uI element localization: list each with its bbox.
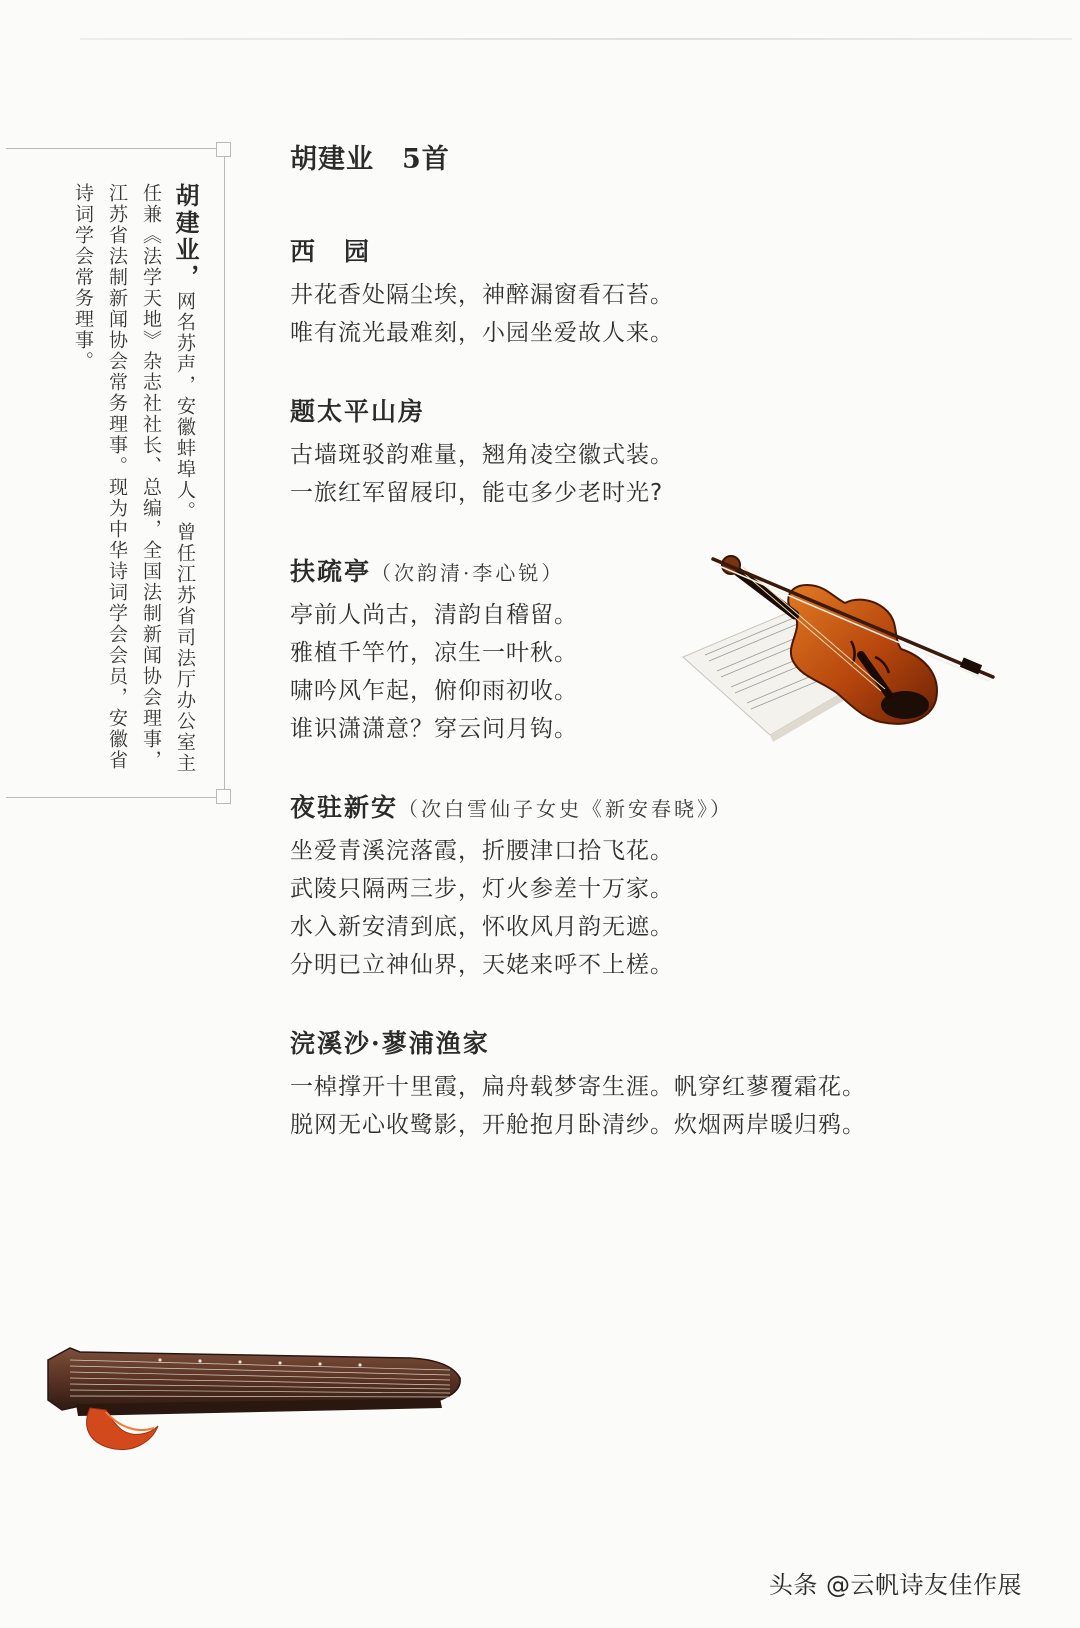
poem-title: [290, 392, 930, 432]
poem-title-text: 夜驻新安: [290, 793, 399, 822]
poem-line: 古墙斑驳韵难量，翘角凌空徽式装。: [290, 442, 674, 468]
guqin-zither-illustration: [40, 1330, 480, 1470]
page-title: 胡建业 5首: [290, 144, 450, 175]
poem-line: 亭前人尚古，清韵自稽留。: [290, 602, 578, 628]
poem-line: 唯有流光最难刻，小园坐爱故人来。: [290, 320, 674, 346]
poem-title-text: 扶疏亭: [290, 557, 372, 586]
poem-title: [290, 232, 930, 272]
author-bio: [66, 183, 202, 783]
poem-line: 脱网无心收鹭影，开舱抱月卧清纱。炊烟两岸暖归鸦。: [290, 1112, 866, 1138]
poem-line: 坐爱青溪浣落霞，折腰津口拾飞花。: [290, 838, 674, 864]
poem: [290, 232, 930, 352]
bio-author-name: 胡建业，: [171, 183, 200, 291]
watermark: 头条 @云帆诗友佳作展: [768, 1571, 1022, 1599]
poem-line: 谁识潇潇意？穿云问月钩。: [290, 716, 578, 742]
poem-title-text: 浣溪沙·蓼浦渔家: [290, 1029, 490, 1058]
poem-title-text: 题太平山房: [290, 397, 426, 426]
poem-line: 一旅红军留屐印，能屯多少老时光?: [290, 480, 664, 506]
poem: [290, 788, 930, 984]
top-rule: [80, 38, 1072, 40]
poem-line: 啸吟风乍起，俯仰雨初收。: [290, 678, 578, 704]
poem-line: 井花香处隔尘埃，神醉漏窗看石苔。: [290, 282, 674, 308]
poem-title-text: 西 园: [290, 237, 372, 266]
bio-box-corner-ornament: [216, 142, 231, 157]
poem-line: 水入新安清到底，怀收风月韵无遮。: [290, 914, 674, 940]
poem-note: （次韵清·李心锐）: [371, 561, 565, 585]
poem-note: （次白雪仙子女史《新安春晓》）: [398, 797, 734, 821]
poem-line: 雅植千竿竹，凉生一叶秋。: [290, 640, 578, 666]
poem: [290, 392, 930, 512]
violin-on-sheet-music-illustration: [675, 545, 1005, 760]
poem-line: 武陵只隔两三步，灯火参差十万家。: [290, 876, 674, 902]
poem: [290, 1024, 930, 1144]
bio-box-corner-ornament: [216, 789, 231, 804]
poem-line: 分明已立神仙界，天姥来呼不上槎。: [290, 952, 674, 978]
bio-body: 网名苏声，安徽蚌埠人。曾任江苏省司法厅办公室主任兼《法学天地》杂志社社长、总编，全国法制新闻协会理事，江苏省法制新闻协会常务理事。现为中华诗词学会会员，安徽省诗词学会常务理事。: [72, 183, 196, 774]
author-bio-box: [6, 148, 225, 798]
poem-title: [290, 1024, 930, 1064]
poem-line: 一棹撑开十里霞，扁舟载梦寄生涯。帆穿红蓼覆霜花。: [290, 1074, 866, 1100]
poem-title: [290, 788, 930, 828]
